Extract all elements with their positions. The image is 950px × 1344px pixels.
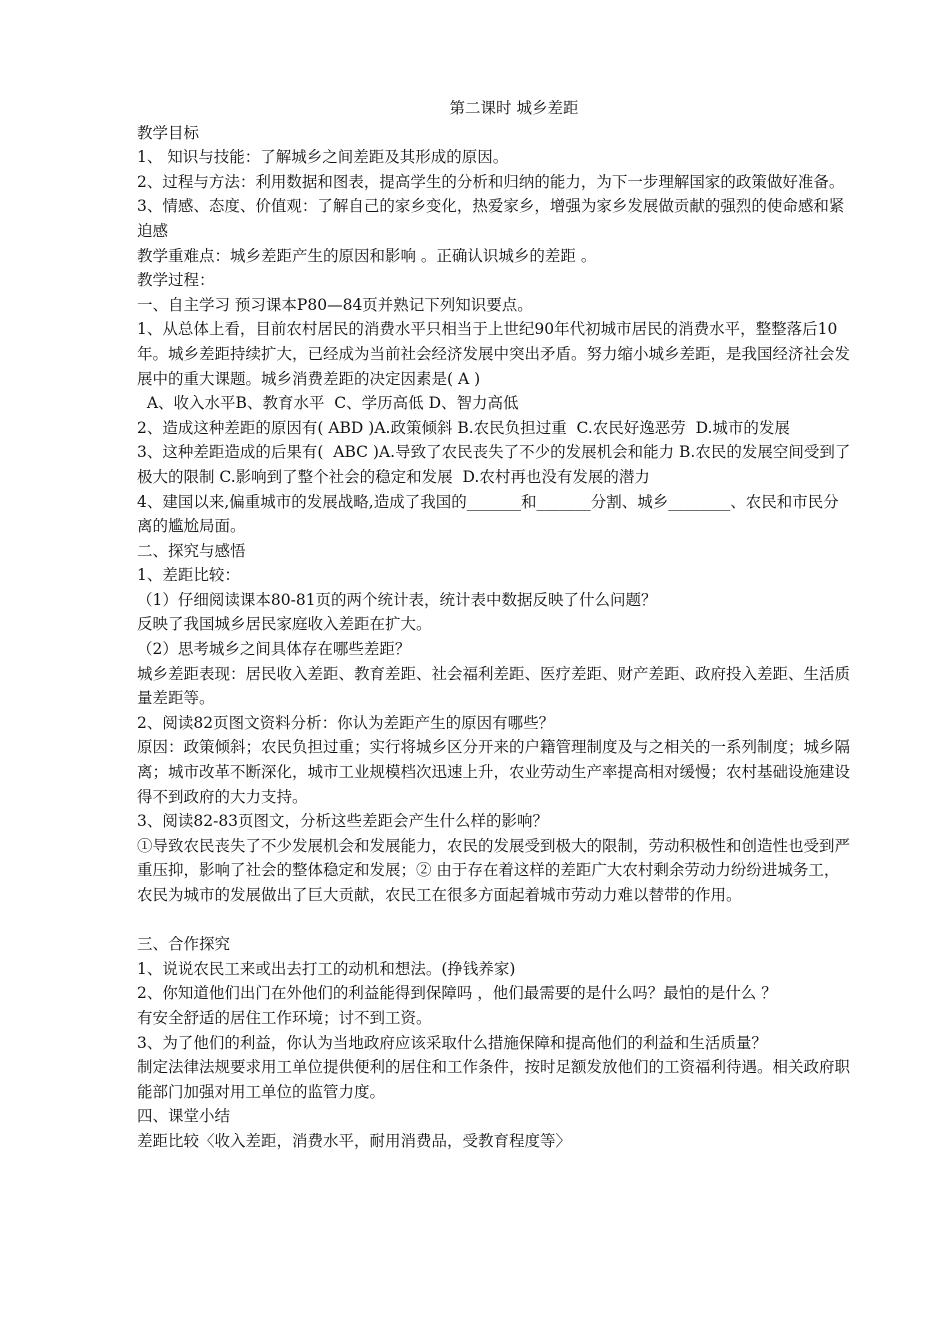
explore-3-answer: ①导致农民丧失了不少发展机会和发展能力，农民的发展受到极大的限制，劳动积极性和创造性也受到严重压抑，影响了社会的整体稳定和发展；② 由于存在着这样的差距广大农村剩余劳动力纷纷进城务工，农民为城市的发展做出了巨大贡献，农民工在很多方面起着城市劳动力难以替带的作用。	[137, 836, 851, 904]
explore-1-q2: （2）思考城乡之间具体存在哪些差距？	[137, 640, 411, 659]
explore-3: 3、阅读82-83页图文，分析这些差距会产生什么样的影响？	[137, 812, 549, 831]
section-summary: 四、课堂小结	[137, 1107, 231, 1126]
document-page	[137, 96, 851, 1154]
section-explore: 二、探究与感悟	[137, 541, 246, 560]
cooperate-3: 3、为了他们的利益，你认为当地政府应该采取什么措施保障和提高他们的利益和生活质量？	[137, 1033, 767, 1052]
key-points: 教学重难点：城乡差距产生的原因和影响 。正确认识城乡的差距 。	[137, 246, 597, 265]
question-1: 1、从总体上看，目前农村居民的消费水平只相当于上世纪90年代初城市居民的消费水平，整整落后10年。城乡差距持续扩大，已经成为当前社会经济发展中突出矛盾。努力缩小城乡差距，是我国经济社会发展中的重大课题。城乡消费差距的决定因素是( A )	[137, 320, 851, 388]
explore-1-q1: （1）仔细阅读课本80-81页的两个统计表，统计表中数据反映了什么问题？	[137, 590, 657, 609]
question-4: 4、建国以来,偏重城市的发展战略,造成了我国的_______和_______分割、城乡________、农民和市民分离的尴尬局面。	[137, 492, 839, 536]
page-title: 第二课时 城乡差距	[449, 99, 579, 117]
explore-2: 2、阅读82页图文资料分析：你认为差距产生的原因有哪些？	[137, 713, 555, 732]
cooperate-3-answer: 制定法律法规要求用工单位提供便利的居住和工作条件，按时足额发放他们的工资福利待遇。相关政府职能部门加强对用工单位的监管力度。	[137, 1058, 851, 1101]
explore-1-a2: 城乡差距表现：居民收入差距、教育差距、社会福利差距、医疗差距、财产差距、政府投入差距、生活质量差距等。	[137, 664, 851, 708]
question-1-options: A、收入水平B、教育水平 C、学历高低 D、智力高低	[137, 394, 519, 413]
summary-text: 差距比较〈收入差距，消费水平，耐用消费品，受教育程度等〉	[137, 1131, 572, 1150]
explore-1-a1: 反映了我国城乡居民家庭收入差距在扩大。	[137, 615, 432, 634]
cooperate-2: 2、你知道他们出门在外他们的利益能得到保障吗 ，他们最需要的是什么吗？最怕的是什么 ？	[137, 984, 777, 1003]
section-cooperate: 三、合作探究	[137, 935, 231, 954]
explore-2-answer: 原因：政策倾斜；农民负担过重；实行将城乡区分开来的户籍管理制度及与之相关的一系列制度；城乡隔离；城市改革不断深化，城市工业规模档次迅速上升，农业劳动生产率提高相对缓慢；农村基础设施建设得不到政府的大力支持。	[137, 738, 851, 806]
question-3: 3、这种差距造成的后果有( ABC )A.导致了农民丧失了不少的发展机会和能力 B.农民的发展空间受到了极大的限制 C.影响到了整个社会的稳定和发展 D.农村再也没有发展的潜力	[137, 443, 851, 486]
goal-emotion: 3、情感、态度、价值观：了解自己的家乡变化，热爱家乡，增强为家乡发展做贡献的强烈的使命感和紧迫感	[137, 197, 845, 240]
cooperate-2-answer: 有安全舒适的居住工作环境；讨不到工资。	[137, 1008, 432, 1027]
section-self-study: 一、自主学习 预习课本P80—84页并熟记下列知识要点。	[137, 295, 533, 314]
cooperate-1: 1、说说农民工来或出去打工的动机和想法。(挣钱养家)	[137, 959, 516, 978]
question-2: 2、造成这种差距的原因有( ABD )A.政策倾斜 B.农民负担过重 C.农民好逸恶劳 D.城市的发展	[137, 418, 790, 437]
heading-teaching-goals: 教学目标	[137, 123, 200, 142]
goal-knowledge: 1、 知识与技能：了解城乡之间差距及其形成的原因。	[137, 148, 509, 167]
heading-teaching-process: 教学过程：	[137, 271, 215, 290]
explore-1: 1、差距比较：	[137, 566, 240, 585]
blank-line	[137, 908, 851, 933]
goal-process: 2、过程与方法：利用数据和图表，提高学生的分析和归纳的能力，为下一步理解国家的政策做好准备。	[137, 172, 845, 191]
